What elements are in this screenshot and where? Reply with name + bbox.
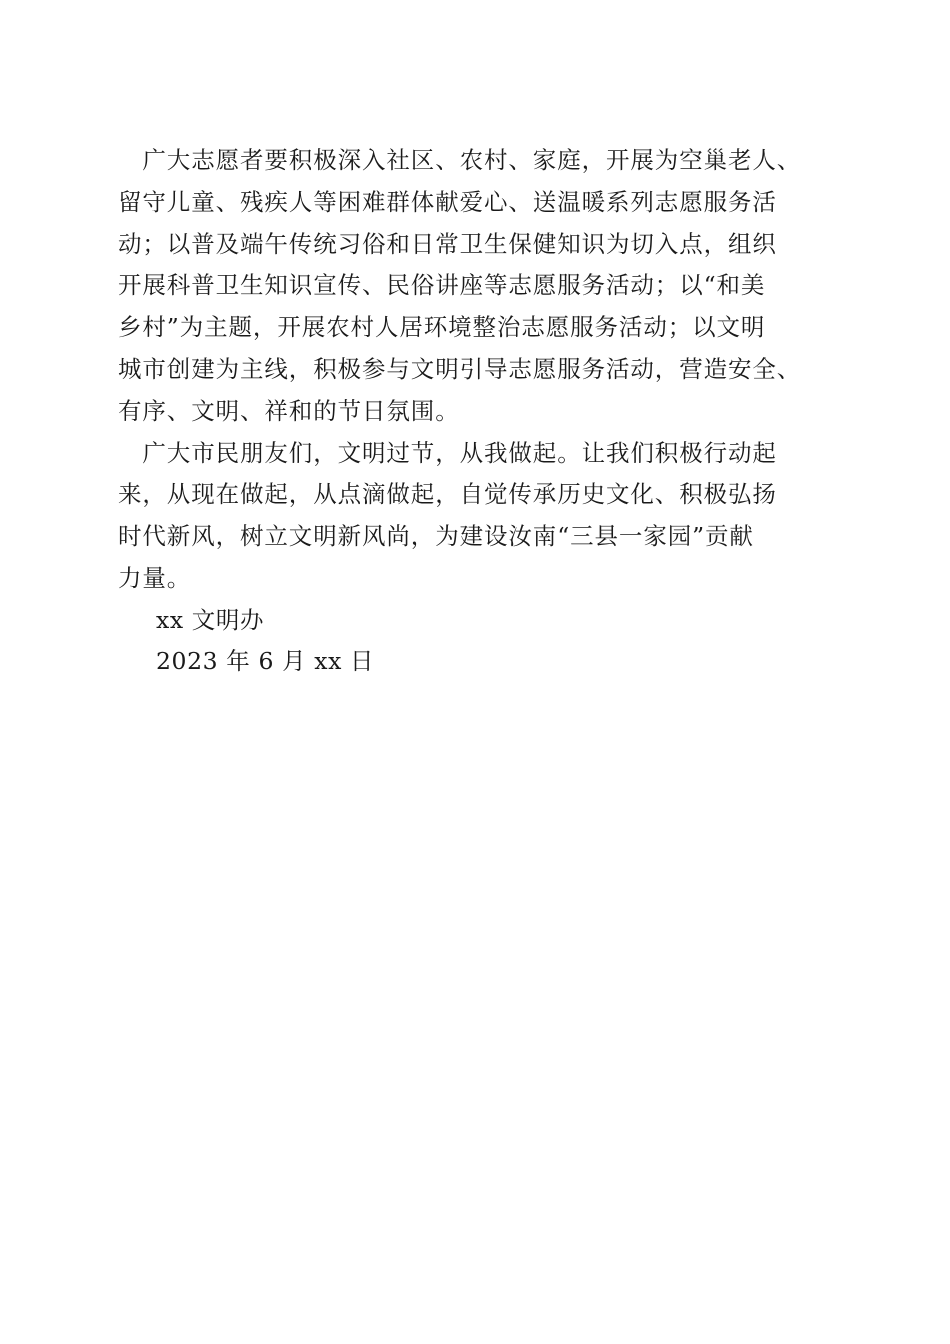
paragraph-citizens [118,433,838,600]
text-line: 开展科普卫生知识宣传、民俗讲座等志愿服务活动；以“和美 [118,271,766,300]
text-line: 城市创建为主线，积极参与文明引导志愿服务活动，营造安全、 [118,354,802,383]
signature-date: 2023 年 6 月 xx 日 [156,646,375,675]
text-line: 留守儿童、残疾人等困难群体献爱心、送温暖系列志愿服务活 [118,187,777,216]
text-line: 动；以普及端午传统习俗和日常卫生保健知识为切入点，组织 [118,229,777,258]
signature-org: xx 文明办 [156,605,265,634]
document-body [118,140,838,682]
text-line: 乡村”为主题，开展农村人居环境整治志愿服务活动；以文明 [118,313,766,342]
text-line: 广大志愿者要积极深入社区、农村、家庭，开展为空巢老人、 [118,146,802,174]
paragraph-volunteers [118,140,838,433]
text-line: 广大市民朋友们，文明过节，从我做起。让我们积极行动起 [118,438,777,467]
text-line: 时代新风，树立文明新风尚，为建设汝南“三县一家园”贡献 [118,522,754,551]
text-line: 力量。 [118,563,192,592]
text-line: 有序、文明、祥和的节日氛围。 [118,396,460,425]
text-line: 来，从现在做起，从点滴做起，自觉传承历史文化、积极弘扬 [118,480,777,509]
signature-block [118,600,838,682]
